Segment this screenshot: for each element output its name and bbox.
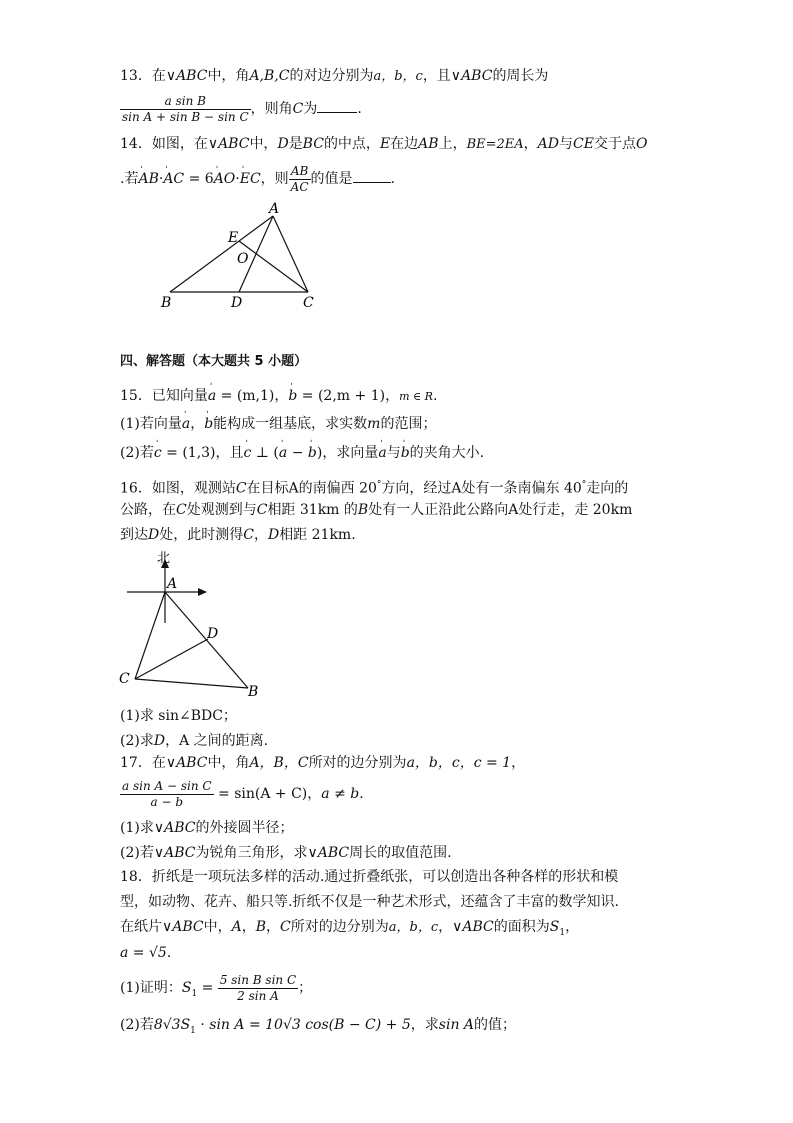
q18-line2: 型，如动物、花卉、船只等.折纸不仅是一种艺术形式，还蕴含了丰富的数学知识.	[120, 894, 619, 910]
q13-text: ，则角	[250, 101, 293, 117]
q16-point: C	[176, 502, 187, 518]
q16-line2	[120, 500, 632, 520]
label-b: B	[161, 295, 172, 311]
q14-segment: CE	[573, 136, 594, 152]
q14-text: 的值是	[310, 171, 353, 187]
label-b: B	[248, 684, 259, 700]
q15-text: .	[432, 388, 438, 404]
q16-text: 走向的	[586, 480, 629, 497]
q16-line3	[120, 525, 356, 545]
q17-triangle: ABC	[317, 845, 350, 861]
q18-text: 中，	[203, 919, 232, 935]
q16-part1: (1)求 sin∠BDC；	[120, 708, 237, 724]
q15-text: 与	[386, 445, 401, 461]
q18-expression: 8√3S	[153, 1017, 191, 1033]
q14-vector-ec: ˈ EC	[240, 162, 261, 196]
q17-condition: a ≠ b	[321, 786, 360, 802]
q16-point: C	[243, 527, 254, 543]
q15-part1	[120, 414, 436, 434]
q17-sides: a，b，c，c = 1	[406, 755, 512, 771]
q17-text: ，	[511, 755, 526, 771]
q18-subscript: 1	[559, 927, 566, 938]
q14-dot: ·	[235, 171, 240, 187]
q18-part2	[120, 1015, 516, 1041]
q17-triangle: ABC	[164, 845, 196, 861]
q13-fraction	[120, 94, 251, 125]
q15-text: 的范围；	[380, 416, 437, 432]
q14-fraction-num: AB	[289, 164, 311, 180]
q16-point: C	[235, 480, 247, 497]
q13-answer-blank[interactable]	[317, 98, 357, 113]
q15-vector-a: ˈ a	[208, 386, 216, 406]
q16-text: ，A 之间的距离.	[165, 733, 269, 749]
q14-segment: AB	[418, 136, 439, 152]
q13-angles: A,B,C	[249, 68, 290, 84]
q14-text: 交于点	[593, 136, 636, 152]
q17-line1	[120, 753, 525, 773]
q15-text: −	[287, 445, 308, 461]
q13-fraction-num: a sin B	[120, 94, 251, 110]
segment-ac	[135, 592, 165, 679]
q17-angles: A，B，C	[249, 755, 309, 771]
q14-point: D	[277, 136, 289, 152]
label-c: C	[303, 295, 314, 311]
q15-vector-b: ˈ b	[401, 443, 410, 463]
triangle-figure	[150, 200, 330, 315]
q18-subscript: 1	[191, 988, 198, 999]
q14-segment: AD	[537, 136, 560, 152]
q13-text: .	[357, 101, 362, 117]
q13-text: 的对边分别为	[289, 68, 374, 84]
q14-segment: BC	[302, 136, 324, 152]
q15-text: (1)若向量	[120, 416, 182, 432]
q18-side-a: a = √5	[120, 945, 167, 961]
q17-text: 17．在∨	[120, 755, 177, 771]
q16-text: 公路，在	[120, 502, 176, 518]
q14-relation: BE=2EA	[466, 137, 524, 152]
q14-text: 14．如图，在∨	[120, 136, 219, 152]
q17-line2	[120, 776, 364, 812]
q15-variable-m: m	[367, 416, 381, 432]
q17-text: 为锐角三角形，求∨	[195, 845, 318, 861]
q14-equals: = 6	[184, 171, 214, 187]
q17-text: = sin(A + C)，	[213, 786, 322, 802]
q17-part1	[120, 818, 293, 838]
q15-vector-a: ˈ a	[279, 443, 287, 463]
q17-fraction	[120, 779, 214, 810]
q16-text: 处，此时测得	[159, 527, 244, 543]
q14-text: ，则	[260, 171, 289, 187]
q15-vector-b: ˈ b	[204, 414, 213, 434]
q18-fraction	[218, 973, 298, 1004]
q14-fraction	[289, 164, 311, 195]
q18-text: (2)若	[120, 1017, 154, 1033]
q16-text: ，	[253, 527, 268, 543]
q16-text: (2)求	[120, 733, 154, 749]
bearing-figure	[115, 548, 275, 700]
label-north: 北	[157, 551, 171, 566]
q15-vector-a: ˈ a	[378, 443, 386, 463]
q18-area: S	[181, 980, 192, 996]
q18-part1	[120, 970, 312, 1012]
q16-part2	[120, 731, 268, 751]
q16-text: 处观测到与	[186, 502, 257, 518]
q18-line3	[120, 917, 579, 943]
q16-line1	[120, 475, 628, 499]
q18-fraction-den: 2 sin A	[237, 988, 279, 1003]
q13-text: 13．在∨	[120, 68, 177, 84]
q14-triangle: ABC	[218, 136, 250, 152]
q14-vector-ab: ˈ AB	[138, 162, 158, 196]
q13-triangle: ABC	[461, 68, 493, 84]
q18-expression: · sin A = 10√3 cos(B − C) + 5	[195, 1017, 411, 1033]
q13-fraction-den: sin A + sin B − sin C	[122, 109, 249, 124]
q17-text: 的外接圆半径；	[195, 820, 294, 836]
q15-text: 15．已知向量	[120, 388, 208, 404]
q16-point: B	[357, 502, 369, 518]
q15-text: ⊥ (	[251, 445, 279, 461]
q14-answer-blank[interactable]	[353, 168, 391, 183]
q17-part2	[120, 843, 452, 863]
q17-fraction-num: a sin A − sin C	[122, 778, 212, 793]
q16-text: 到达	[120, 527, 148, 543]
q13-text: ，且∨	[422, 68, 462, 84]
q14-text: .	[390, 171, 395, 187]
q14-text: 是	[288, 136, 303, 152]
q13-angle-c: C	[292, 101, 304, 117]
q14-fraction-den: AC	[290, 179, 309, 194]
q15-text: 的夹角大小.	[409, 445, 485, 461]
q16-point: D	[267, 527, 280, 543]
q18-text: ，	[241, 919, 256, 935]
q18-text: 的面积为	[493, 919, 550, 935]
q18-text: .	[166, 945, 172, 961]
q18-angle: C	[280, 919, 291, 935]
q17-triangle: ABC	[164, 820, 196, 836]
q15-part2	[120, 443, 484, 463]
q13-line1	[120, 66, 548, 87]
q18-sides: a，b，c	[388, 920, 439, 935]
q14-dot: ·	[158, 171, 164, 187]
q15-vector-b: ˈ b	[288, 386, 297, 406]
q17-triangle: ABC	[176, 755, 208, 771]
segment-cb	[135, 679, 248, 688]
q15-text: (2)若	[120, 445, 154, 461]
q16-degree: °	[376, 480, 382, 490]
label-e: E	[228, 230, 239, 246]
q18-text: 在纸片∨	[120, 919, 173, 935]
label-a: A	[167, 576, 178, 592]
q15-line1	[120, 386, 437, 407]
q14-text: .若	[120, 171, 139, 187]
q15-text: = (1,3)，且	[161, 445, 244, 461]
q15-vector-c: ˈ c	[244, 443, 252, 463]
east-arrow-icon	[198, 588, 207, 596]
q13-text: 为	[303, 101, 318, 117]
q15-vector-b: ˈ b	[308, 443, 317, 463]
q14-text: 在边	[390, 136, 419, 152]
q14-text: 的中点，	[323, 136, 380, 152]
q16-text: 16．如图，观测站	[120, 480, 236, 497]
q18-equals: =	[197, 980, 218, 996]
segment-ec	[239, 241, 308, 292]
q13-line2	[120, 92, 362, 126]
q14-line1	[120, 134, 647, 155]
q15-text: = (2,m + 1)，	[297, 388, 400, 404]
q18-line1: 18．折纸是一项玩法多样的活动.通过折叠纸张，可以创造出各种各样的形状和模	[120, 869, 619, 885]
label-d: D	[231, 295, 243, 311]
q17-text: 所对的边分别为	[308, 755, 407, 771]
q15-text: )，求向量	[316, 445, 379, 461]
label-c: C	[119, 671, 130, 687]
q14-text: 上，	[438, 136, 467, 152]
segment-cd	[135, 639, 208, 679]
q16-text: 在目标A的南偏西 20	[246, 480, 377, 497]
q18-text: ，∨	[438, 919, 463, 935]
q18-sin-a: sin A	[438, 1017, 475, 1033]
q14-point: E	[379, 136, 391, 152]
q14-text: ，	[523, 136, 538, 152]
q16-point: D	[148, 527, 160, 543]
q15-text: = (m,1)，	[216, 388, 289, 404]
q18-line4	[120, 943, 171, 963]
q17-text: (1)求∨	[120, 820, 165, 836]
q14-text: 中，	[249, 136, 278, 152]
q18-text: 的值；	[474, 1017, 517, 1033]
label-d: D	[207, 626, 219, 642]
q18-triangle: ABC	[462, 919, 494, 935]
q13-text: 中，角	[207, 68, 250, 84]
label-a: A	[269, 201, 280, 217]
q14-vector-ac: ˈ AC	[163, 162, 184, 196]
q17-text: (2)若∨	[120, 845, 165, 861]
q18-text: ，求	[410, 1017, 439, 1033]
label-o: O	[237, 251, 249, 267]
q18-subscript: 1	[190, 1025, 196, 1036]
q14-line2	[120, 162, 395, 196]
q14-point: O	[635, 136, 648, 152]
q18-angle: A	[231, 919, 242, 935]
q18-angle: B	[255, 919, 267, 935]
q13-triangle: ABC	[176, 68, 208, 84]
section-heading: 四、解答题（本大题共 5 小题）	[120, 354, 308, 369]
q16-degree: °	[581, 480, 587, 490]
q15-vector-a: ˈ a	[182, 414, 190, 434]
q17-fraction-den: a − b	[150, 794, 184, 809]
q17-text: 周长的取值范围.	[349, 845, 452, 861]
q18-text: ，	[565, 919, 580, 935]
q18-triangle: ABC	[172, 919, 204, 935]
q14-vector-ao: ˈ AO	[214, 162, 236, 196]
q16-text: 相距 21km.	[279, 527, 356, 543]
segment-ac	[273, 216, 308, 292]
q18-text: ，	[266, 919, 281, 935]
q15-domain: m ∈ R	[399, 390, 433, 403]
q16-point: D	[153, 733, 166, 749]
q16-point: C	[256, 502, 268, 518]
q17-text: 中，角	[207, 755, 250, 771]
q18-area: S	[549, 919, 560, 935]
q14-text: 与	[559, 136, 574, 152]
q13-text: 的周长为	[492, 68, 549, 84]
q15-text: 能构成一组基底，求实数	[213, 416, 368, 432]
q18-fraction-num: 5 sin B sin C	[219, 972, 297, 987]
q15-vector-c: ˈ c	[154, 443, 162, 463]
q16-text: 方向，经过A处有一条南偏东 40	[381, 480, 582, 497]
q18-text: (1)证明：	[120, 980, 182, 996]
q13-sides: a，b，c	[373, 69, 423, 84]
q18-text: 所对的边分别为	[290, 919, 389, 935]
q17-text: .	[359, 786, 364, 802]
q15-text: ，	[190, 416, 205, 432]
q18-text: ；	[298, 980, 313, 996]
q16-text: 相距 31km 的	[267, 502, 358, 518]
q16-text: 处有一人正沿此公路向A处行走，走 20km	[368, 502, 633, 518]
